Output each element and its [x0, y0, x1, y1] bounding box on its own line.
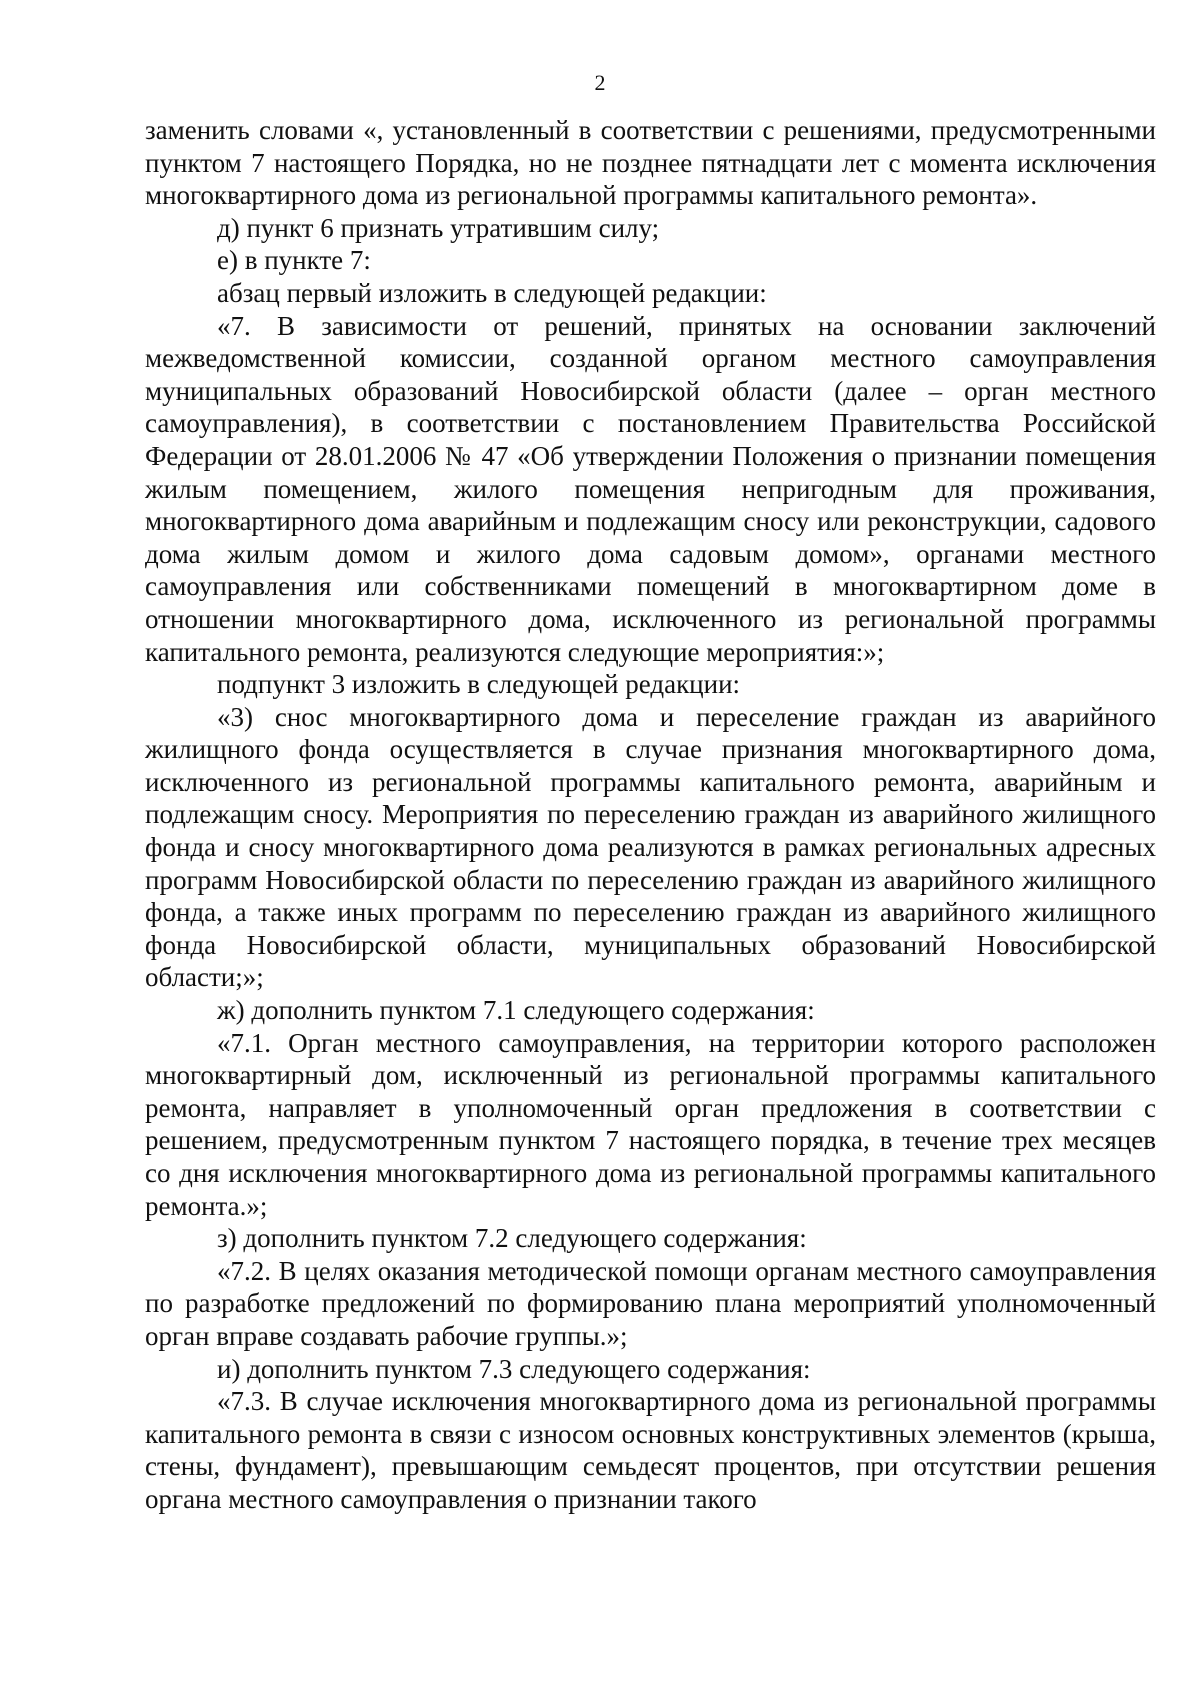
paragraph-item-e: е) в пункте 7:	[217, 245, 371, 276]
paragraph-item-i: и) дополнить пунктом 7.3 следующего содержания:	[217, 1353, 811, 1384]
document-body	[145, 114, 1156, 1516]
paragraph-point-7-3: «7.3. В случае исключения многоквартирного дома из региональной программы капитального ремонта в связи с износом основных конструктивных элементов (крыша, стены, фундамент), превышающим семьдесят процентов, при отсутствии решения органа местного самоуправления о признании такого	[145, 1386, 1156, 1514]
paragraph-abzac-first: абзац первый изложить в следующей редакции:	[217, 277, 767, 308]
page-number: 2	[594, 70, 606, 95]
paragraph-item-z: з) дополнить пунктом 7.2 следующего содержания:	[217, 1223, 807, 1254]
paragraph-item-zh: ж) дополнить пунктом 7.1 следующего содержания:	[217, 995, 815, 1026]
paragraph-subpoint-3: «3) снос многоквартирного дома и переселение граждан из аварийного жилищного фонда осуществляется в случае признания многоквартирного дома, исключенного из региональной программы капитального ремонта, аварийным и подлежащим сносу. Мероприятия по переселению граждан из аварийного жилищного фонда и сносу многоквартирного дома реализуются в рамках региональных адресных программ Новосибирской области по переселению граждан из аварийного жилищного фонда, а также иных программ по переселению граждан из аварийного жилищного фонда Новосибирской области, муниципальных образований Новосибирской области;»;	[145, 701, 1156, 993]
paragraph-point-7-1: «7.1. Орган местного самоуправления, на территории которого расположен многоквартирный дом, исключенный из региональной программы капитального ремонта, направляет в уполномоченный орган предложения в соответствии с решением, предусмотренным пунктом 7 настоящего порядка, в течение трех месяцев со дня исключения многоквартирного дома из региональной программы капитального ремонта.»;	[145, 1027, 1156, 1221]
paragraph-item-d: д) пункт 6 признать утратившим силу;	[217, 212, 660, 243]
paragraph-continuation: заменить словами «, установленный в соответствии с решениями, предусмотренными пунктом 7 настоящего Порядка, но не позднее пятнадцати лет с момента исключения многоквартирного дома из региональной программы капитального ремонта».	[145, 115, 1156, 211]
paragraph-point-7: «7. В зависимости от решений, принятых на основании заключений межведомственной комиссии, созданной органом местного самоуправления муниципальных образований Новосибирской области (далее – орган местного самоуправления), в соответствии с постановлением Правительства Российской Федерации от 28.01.2006 № 47 «Об утверждении Положения о признании помещения жилым помещением, жилого помещения непригодным для проживания, многоквартирного дома аварийным и подлежащим сносу или реконструкции, садового дома жилым домом и жилого дома садовым домом», органами местного самоуправления или собственниками помещений в многоквартирном доме в отношении многоквартирного дома, исключенного из региональной программы капитального ремонта, реализуются следующие мероприятия:»;	[145, 310, 1156, 667]
paragraph-subpoint-3-intro: подпункт 3 изложить в следующей редакции:	[217, 669, 741, 700]
paragraph-point-7-2: «7.2. В целях оказания методической помощи органам местного самоуправления по разработке предложений по формированию плана мероприятий уполномоченный орган вправе создавать рабочие группы.»;	[145, 1255, 1156, 1351]
